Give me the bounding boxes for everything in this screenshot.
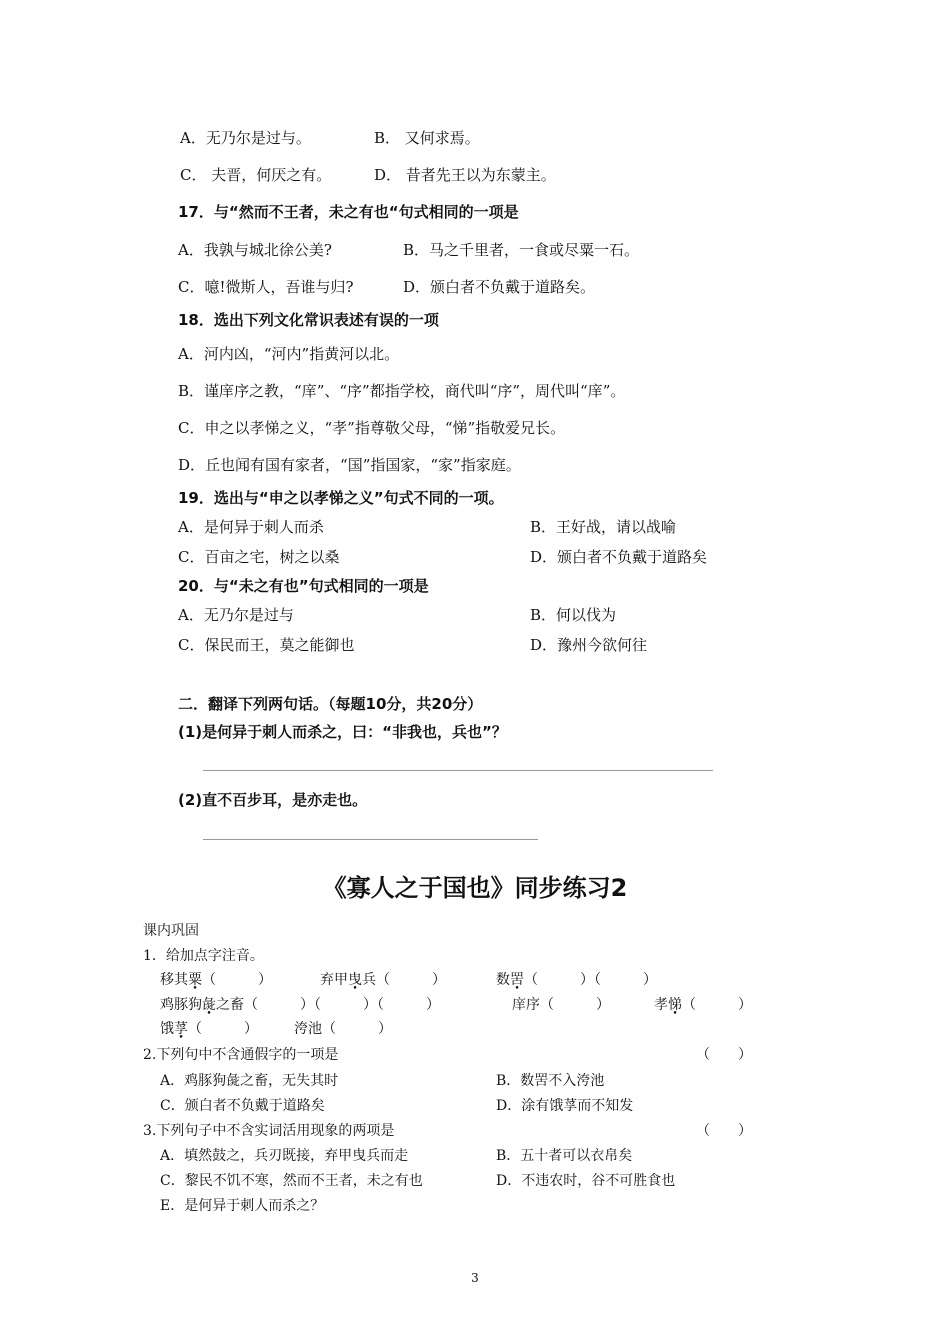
q17-stem: 17．与“然而不王者，未之有也“句式相同的一项是 [178,203,519,221]
ex1-item-ye: 弃甲曳兵（ ） [320,972,446,988]
ex2-option-c: C．颁白者不负戴于道路矣 [160,1098,325,1114]
ex3-option-e: E．是何异于刺人而杀之？ [160,1198,325,1214]
ex3-answer-paren[interactable]: （ ） [696,1123,752,1139]
ex1-item-su: 移其粟（ ） [160,972,272,988]
ex1-item-gu: 数罟（ ）（ ） [496,972,657,988]
q18-stem: 18．选出下列文化常识表述有误的一项 [178,311,439,329]
translate-sentence-2: (2)直不百步耳，是亦走也。 [178,791,368,809]
ex2-answer-paren[interactable]: （ ） [696,1047,752,1063]
q18-option-d: D．丘也闻有国有家者，“国”指国家，“家”指家庭。 [178,456,521,474]
answer-line-1[interactable] [203,770,713,771]
ex3-option-a: A．填然鼓之，兵刃既接，弃甲曳兵而走 [160,1148,409,1164]
q17-option-b: B．马之千里者，一食或尽粟一石。 [403,241,640,259]
ex1-item-ti: 孝悌（ ） [654,997,752,1013]
q20-option-c: C．保民而王，莫之能御也 [178,636,355,654]
ex1-item-xiang: 庠序（ ） [512,997,610,1013]
answer-line-2[interactable] [203,839,538,840]
q16-option-d: D． 昔者先王以为东蒙主。 [374,166,556,184]
ex2-option-b: B．数罟不入洿池 [496,1073,605,1089]
q17-option-a: A．我孰与城北徐公美? [178,241,332,259]
ex1-item-piao: 饿莩（ ） [160,1021,258,1037]
ex3-option-d: D．不违农时，谷不可胜食也 [496,1173,676,1189]
q16-option-c: C． 夫晋，何厌之有。 [180,166,332,184]
q20-stem: 20．与“未之有也”句式相同的一项是 [178,577,429,595]
q20-option-b: B．何以伐为 [530,606,617,624]
q16-option-b: B． 又何求焉。 [374,129,480,147]
q17-option-c: C．噫!微斯人，吾谁与归? [178,278,354,296]
ex1-item-zhi: 鸡豚狗彘之畜（ ）（ ）（ ） [160,997,440,1013]
q19-option-a: A．是何异于刺人而杀 [178,518,324,536]
ex1-item-wu: 洿池（ ） [294,1021,392,1037]
q19-option-d: D．颁白者不负戴于道路矣 [530,548,708,566]
q18-option-c: C．申之以孝悌之义，“孝”指尊敬父母，“悌”指敬爱兄长。 [178,419,566,437]
ex2-stem: 2.下列句中不含通假字的一项是 [143,1047,339,1063]
q19-option-b: B．王好战，请以战喻 [530,518,677,536]
q18-option-b: B．谨庠序之教，“庠”、“序”都指学校，商代叫“序”，周代叫“庠”。 [178,382,626,400]
ex3-stem: 3.下列句子中不含实词活用现象的两项是 [143,1123,395,1139]
ex3-option-b: B．五十者可以衣帛矣 [496,1148,633,1164]
q16-option-a: A．无乃尔是过与。 [180,129,311,147]
q19-stem: 19．选出与“申之以孝悌之义”句式不同的一项。 [178,489,504,507]
q18-option-a: A．河内凶，“河内”指黄河以北。 [178,345,400,363]
ex3-option-c: C．黎民不饥不寒，然而不王者，未之有也 [160,1173,423,1189]
page-title: 《寡人之于国也》同步练习2 [322,874,628,902]
q20-option-a: A．无乃尔是过与 [178,606,294,624]
page-number: 3 [471,1271,479,1285]
q20-option-d: D．豫州今欲何往 [530,636,648,654]
q19-option-c: C．百亩之宅，树之以桑 [178,548,340,566]
part2-heading: 二．翻译下列两句话。（每题10分，共20分） [178,695,483,713]
ex1-stem: 1．给加点字注音。 [143,948,264,964]
ex2-option-a: A．鸡豚狗彘之畜，无失其时 [160,1073,339,1089]
ex2-option-d: D．涂有饿莩而不知发 [496,1098,634,1114]
section-label: 课内巩固 [143,923,199,939]
q17-option-d: D．颁白者不负戴于道路矣。 [403,278,596,296]
translate-sentence-1: (1)是何异于刺人而杀之，曰：“非我也，兵也”？ [178,723,507,741]
